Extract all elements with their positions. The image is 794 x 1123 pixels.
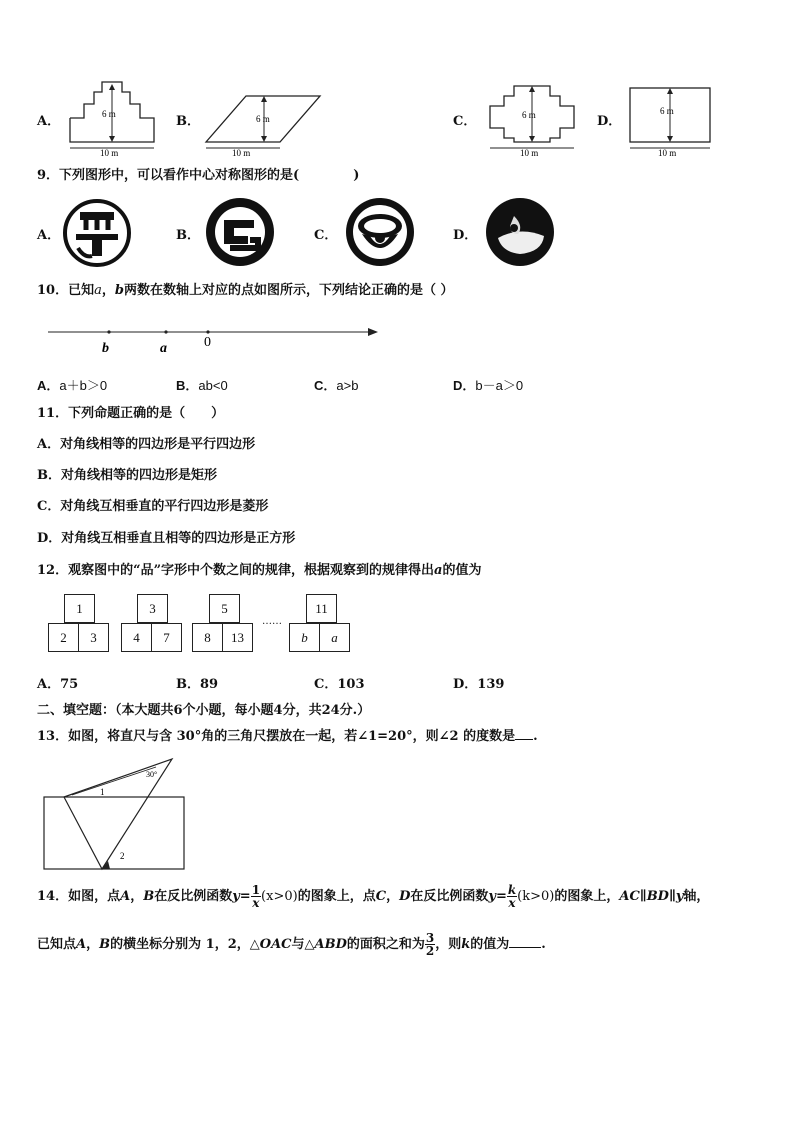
q10-option-c: C．a>b <box>314 378 359 393</box>
q8-a-height-label: 6 m <box>102 109 116 119</box>
q8-option-d-letter: D． <box>597 114 622 129</box>
q8-d-height-label: 6 m <box>660 106 674 116</box>
q8-c-height-label: 6 m <box>522 110 536 120</box>
q10-stem-pre: 10．已知 <box>37 283 95 298</box>
q9-option-c-letter: C． <box>314 228 338 243</box>
q8-b-width-label: 10 m <box>232 148 251 158</box>
q8-figure-b <box>200 78 326 158</box>
q10-option-b: B．ab<0 <box>176 378 228 393</box>
q12-var: a <box>434 563 443 578</box>
q10-label-b: b <box>102 341 109 356</box>
q9-stem <box>37 168 359 184</box>
q12-g2-top: 3 <box>137 594 168 623</box>
q12-option-c: C．103 <box>314 677 365 692</box>
q9-options <box>0 195 794 265</box>
q12-stem-pre: 12．观察图中的“品”字形中个数之间的规律，根据观察到的规律得出 <box>37 563 435 578</box>
q10-label-zero: 0 <box>204 335 211 350</box>
q8-d-width-label: 10 m <box>658 148 677 158</box>
q10-var-b: b <box>114 283 124 298</box>
q8-options <box>0 70 794 160</box>
q12-stem <box>37 563 482 579</box>
q12-option-d: D．139 <box>453 677 505 692</box>
q12-g4-left: b <box>289 623 320 652</box>
q8-option-a-letter: A． <box>37 114 61 129</box>
q12-g3-right: 13 <box>222 623 253 652</box>
section2-title: 二、填空题：（本大题共6个小题，每小题4分，共24分.） <box>37 703 371 718</box>
q14-frac-1-over-x: $\frac{1}{x}$ <box>251 883 261 910</box>
q11-option-d: D．对角线互相垂直且相等的四边形是正方形 <box>37 531 296 546</box>
q8-c-width-label: 10 m <box>520 148 539 158</box>
q10-label-a: a <box>160 341 167 356</box>
q8-a-width-label: 10 m <box>100 148 119 158</box>
q14-frac-k-over-x: $\frac{k}{x}$ <box>507 883 517 910</box>
logo-c-icon <box>344 196 416 268</box>
q11-option-a: A．对角线相等的四边形是平行四边形 <box>37 437 256 452</box>
logo-d-icon <box>484 196 556 268</box>
q10-sep: ， <box>101 283 115 298</box>
q13-angle2-label: 2 <box>120 851 125 861</box>
q8-figure-d <box>624 78 716 158</box>
q13-blank <box>515 739 533 740</box>
q9-stem-text: 9．下列图形中，可以看作中心对称图形的是( <box>37 168 300 183</box>
q13-end: . <box>533 729 538 744</box>
q10-var-a: a <box>94 283 102 298</box>
q13-stem-text: 13．如图，将直尺与含 30°角的三角尺摆放在一起，若∠1=20°，则∠2 的度数是 <box>37 729 516 744</box>
q12-g2-right: 7 <box>151 623 182 652</box>
logo-b-icon <box>204 196 276 268</box>
q11-option-b: B．对角线相等的四边形是矩形 <box>37 468 217 483</box>
q11-option-c: C．对角线互相垂直的平行四边形是菱形 <box>37 499 269 514</box>
q8-option-b-letter: B． <box>176 114 200 129</box>
q13-figure <box>40 755 190 875</box>
logo-a-icon <box>62 198 132 268</box>
q12-g1-right: 3 <box>78 623 109 652</box>
q8-figure-a <box>64 78 160 158</box>
q10-number-line <box>44 320 384 360</box>
q12-figure <box>0 594 400 658</box>
q9-stem-close: ) <box>353 168 360 183</box>
q10-option-d: D．b－a＞0 <box>453 378 524 393</box>
q12-g4-right: a <box>319 623 350 652</box>
q12-g4-top: 11 <box>306 594 337 623</box>
q8-option-c-letter: C． <box>453 114 477 129</box>
q10-stem <box>37 283 454 299</box>
q12-g1-left: 2 <box>48 623 79 652</box>
q12-option-b: B．89 <box>176 677 219 692</box>
q12-g2-left: 4 <box>121 623 152 652</box>
q13-stem <box>37 729 538 745</box>
q12-g3-left: 8 <box>192 623 223 652</box>
q14-frac-3-over-2: $\frac{3}{2}$ <box>425 931 435 958</box>
q13-angle1-label: 1 <box>100 787 105 797</box>
q14-blank <box>509 947 541 948</box>
q10-options <box>0 375 794 393</box>
q10-stem-post: 两数在数轴上对应的点如图所示，下列结论正确的是（ ） <box>123 283 454 298</box>
q12-g1-top: 1 <box>64 594 95 623</box>
q11-stem: 11．下列命题正确的是（ ） <box>37 406 225 421</box>
q9-option-b-letter: B． <box>176 228 200 243</box>
q9-option-a-letter: A． <box>37 228 61 243</box>
q14-line1: 14．如图，点A，B在反比例函数y= $\frac{1}{x}$ (x>0)的图象上，点C，D在反比例函数y= $\frac{k}{x}$ (k>0)的图象上，AC∥BD∥y轴， <box>37 883 710 910</box>
q10-option-a: A．a＋b＞0 <box>37 378 108 393</box>
q13-angle30-label: 30° <box>146 770 158 779</box>
q9-option-d-letter: D． <box>453 228 478 243</box>
q12-stem-post: 的值为 <box>442 563 482 578</box>
q8-b-height-label: 6 m <box>256 114 270 124</box>
q12-dots: …… <box>262 616 282 627</box>
q12-g3-top: 5 <box>209 594 240 623</box>
q8-figure-c <box>484 78 580 158</box>
q12-option-a: A．75 <box>37 677 79 692</box>
q14-line2: 已知点A，B的横坐标分别为 1，2，△OAC与△ABD的面积之和为 $\frac{3}{2}$ ，则k的值为 . <box>37 931 546 958</box>
